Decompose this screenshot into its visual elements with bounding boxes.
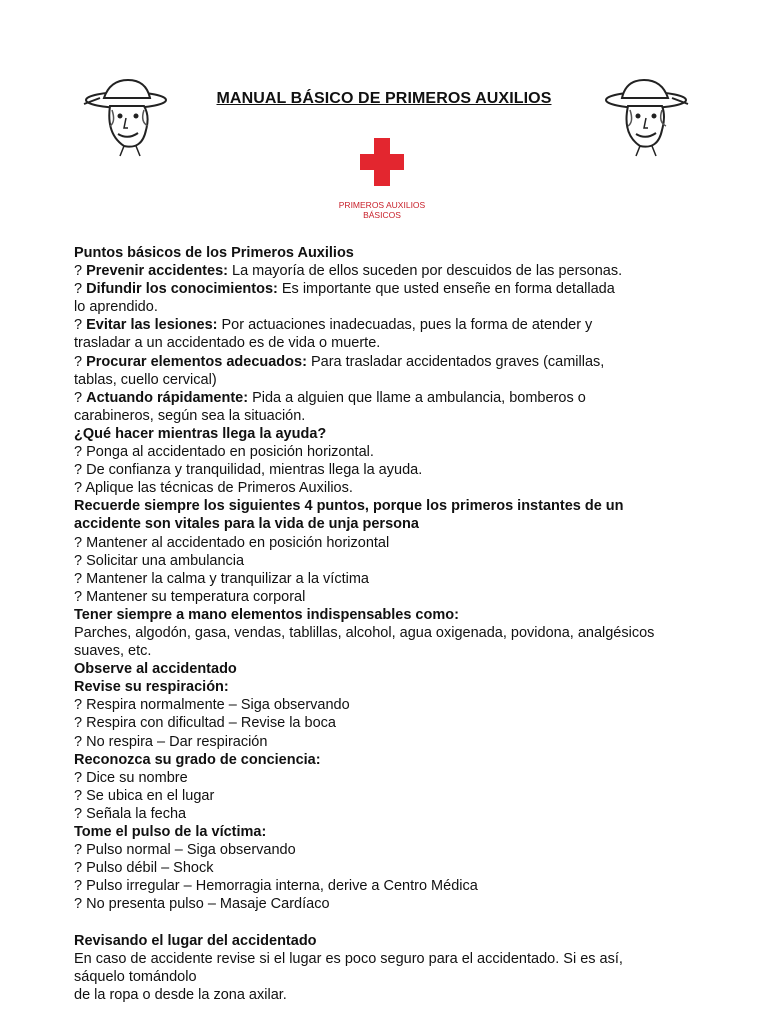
bullet-marker: ? xyxy=(74,480,83,497)
bullet-marker: ? xyxy=(74,733,83,750)
section-heading: Puntos básicos de los Primeros Auxilios xyxy=(74,245,354,261)
item-text: La mayoría de ellos suceden por descuidos de las personas. xyxy=(232,263,623,280)
item-term: Actuando rápidamente: xyxy=(86,389,249,406)
paragraph-line: Parches, algodón, gasa, vendas, tablillas, alcohol, agua oxigenada, povidona, analgésicos xyxy=(74,624,655,641)
section-heading: Tome el pulso de la víctima: xyxy=(74,824,267,840)
paragraph-line: sáquelo tomándolo xyxy=(74,968,197,985)
list-item xyxy=(74,841,694,859)
section-heading: Reconozca su grado de conciencia: xyxy=(74,751,321,768)
bullet-marker: ? xyxy=(74,389,83,406)
item-text: Se ubica en el lugar xyxy=(86,787,215,804)
list-item xyxy=(74,805,694,823)
paragraph-line: suaves, etc. xyxy=(74,643,152,660)
item-text: Ponga al accidentado en posición horizontal. xyxy=(86,444,374,461)
item-term: Prevenir accidentes: xyxy=(86,263,228,280)
list-item xyxy=(74,316,694,334)
section-heading: Recuerde siempre los siguientes 4 puntos, porque los primeros instantes de un xyxy=(74,498,624,515)
list-item xyxy=(74,733,694,751)
item-text: De confianza y tranquilidad, mientras llega la ayuda. xyxy=(86,462,423,479)
item-text: Para trasladar accidentados graves (camillas, xyxy=(310,353,605,370)
item-text: Solicitar una ambulancia xyxy=(86,552,245,569)
list-item xyxy=(74,787,694,805)
item-text: Pulso normal – Siga observando xyxy=(86,842,296,859)
bullet-marker: ? xyxy=(74,263,83,280)
item-text: Pida a alguien que llame a ambulancia, bomberos o xyxy=(252,389,586,406)
list-item xyxy=(74,859,694,877)
item-text: Respira con dificultad – Revise la boca xyxy=(86,715,336,732)
bullet-marker: ? xyxy=(74,281,83,298)
section-heading: Revisando el lugar del accidentado xyxy=(74,932,317,949)
item-term: Procurar elementos adecuados: xyxy=(86,353,307,370)
item-text: Mantener su temperatura corporal xyxy=(86,588,306,605)
item-text: Mantener la calma y tranquilizar a la víctima xyxy=(86,570,369,587)
item-continuation: lo aprendido. xyxy=(74,299,158,316)
section-heading: Observe al accidentado xyxy=(74,661,237,678)
red-cross-icon xyxy=(360,138,404,186)
section-heading: ¿Qué hacer mientras llega la ayuda? xyxy=(74,425,327,442)
item-text: Pulso débil – Shock xyxy=(86,860,214,877)
section-heading-continuation: accidente son vitales para la vida de unja persona xyxy=(74,516,419,533)
blank-line xyxy=(74,913,694,931)
item-text: Dice su nombre xyxy=(86,769,188,786)
paragraph-line: de la ropa o desde la zona axilar. xyxy=(74,986,287,1003)
section-heading: Tener siempre a mano elementos indispensables como: xyxy=(74,606,459,623)
document-body xyxy=(74,244,694,1004)
bullet-marker: ? xyxy=(74,353,83,370)
logo-caption xyxy=(330,200,434,220)
item-text: Aplique las técnicas de Primeros Auxilios. xyxy=(85,480,353,497)
list-item xyxy=(74,389,694,407)
item-text: No respira – Dar respiración xyxy=(86,733,268,750)
logo-caption-line1: PRIMEROS AUXILIOS xyxy=(338,200,426,210)
list-item xyxy=(74,479,694,497)
bullet-marker: ? xyxy=(74,769,83,786)
list-item xyxy=(74,769,694,787)
list-item xyxy=(74,443,694,461)
list-item xyxy=(74,534,694,552)
logo-caption-line2: BÁSICOS xyxy=(363,210,401,220)
bullet-marker: ? xyxy=(74,317,83,334)
first-aid-logo xyxy=(330,134,434,226)
bullet-marker: ? xyxy=(74,860,83,877)
item-continuation: carabineros, según sea la situación. xyxy=(74,407,306,424)
item-text: Respira normalmente – Siga observando xyxy=(86,697,350,714)
item-text: Señala la fecha xyxy=(86,805,187,822)
scout-head-icon xyxy=(596,76,692,158)
bullet-marker: ? xyxy=(74,787,83,804)
list-item xyxy=(74,588,694,606)
list-item xyxy=(74,877,694,895)
list-item xyxy=(74,353,694,371)
item-continuation: trasladar a un accidentado es de vida o muerte. xyxy=(74,335,381,352)
bullet-marker: ? xyxy=(74,444,83,461)
list-item xyxy=(74,895,694,913)
bullet-marker: ? xyxy=(74,805,83,822)
list-item xyxy=(74,280,694,298)
item-continuation: tablas, cuello cervical) xyxy=(74,371,217,388)
bullet-marker: ? xyxy=(74,896,83,913)
list-item xyxy=(74,262,694,280)
item-text: Es importante que usted enseñe en forma detallada xyxy=(281,281,615,298)
list-item xyxy=(74,461,694,479)
list-item xyxy=(74,570,694,588)
bullet-marker: ? xyxy=(74,552,83,569)
bullet-marker: ? xyxy=(74,570,83,587)
item-text: No presenta pulso – Masaje Cardíaco xyxy=(86,896,330,913)
item-text: Mantener al accidentado en posición horizontal xyxy=(86,534,390,551)
item-text: Por actuaciones inadecuadas, pues la forma de atender y xyxy=(221,317,593,334)
bullet-marker: ? xyxy=(74,842,83,859)
section-heading: Revise su respiración: xyxy=(74,679,229,696)
page-title: MANUAL BÁSICO DE PRIMEROS AUXILIOS xyxy=(216,90,552,107)
list-item xyxy=(74,552,694,570)
item-term: Evitar las lesiones: xyxy=(86,317,218,334)
item-term: Difundir los conocimientos: xyxy=(86,281,278,298)
scout-head-icon xyxy=(80,76,176,158)
bullet-marker: ? xyxy=(74,878,83,895)
list-item xyxy=(74,696,694,714)
item-text: Pulso irregular – Hemorragia interna, derive a Centro Médica xyxy=(86,878,478,895)
list-item xyxy=(74,714,694,732)
bullet-marker: ? xyxy=(74,534,83,551)
bullet-marker: ? xyxy=(74,697,83,714)
bullet-marker: ? xyxy=(74,588,83,605)
bullet-marker: ? xyxy=(74,462,83,479)
bullet-marker: ? xyxy=(74,715,83,732)
paragraph-line: En caso de accidente revise si el lugar es poco seguro para el accidentado. Si es así, xyxy=(74,950,623,967)
